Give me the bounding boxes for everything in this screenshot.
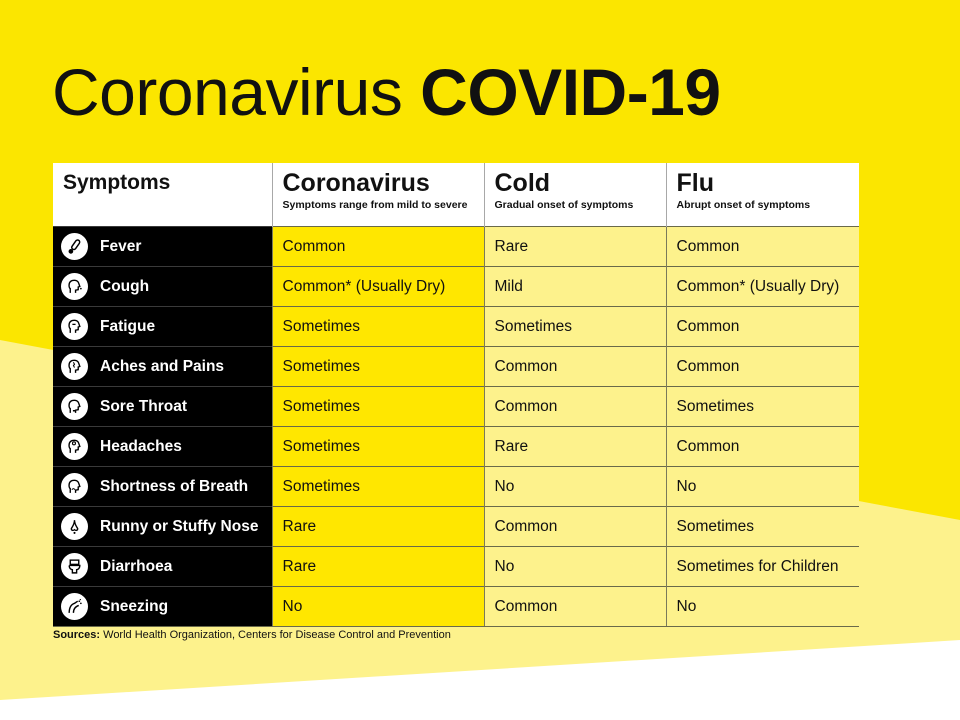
header-flu-subtitle: Abrupt onset of symptoms [676, 199, 811, 211]
table-row [53, 267, 859, 307]
table-row [53, 507, 859, 547]
cold-cell: Common [484, 387, 666, 427]
symptom-cell [53, 227, 272, 267]
symptom-label: Fever [100, 237, 142, 255]
symptom-label: Runny or Stuffy Nose [100, 517, 259, 535]
toilet-icon [61, 553, 88, 580]
symptom-cell [53, 467, 272, 507]
flu-cell: Common [666, 227, 859, 267]
table-row [53, 467, 859, 507]
coronavirus-cell: Common [272, 227, 484, 267]
table-row [53, 387, 859, 427]
symptom-cell [53, 547, 272, 587]
sources-note [53, 629, 451, 641]
aches-icon [61, 353, 88, 380]
symptom-label: Aches and Pains [100, 357, 225, 375]
table-row [53, 587, 859, 627]
page-title [52, 52, 721, 132]
table-row [53, 307, 859, 347]
symptom-cell [53, 587, 272, 627]
flu-cell: Common [666, 347, 859, 387]
coronavirus-cell: Sometimes [272, 467, 484, 507]
coronavirus-cell: Rare [272, 547, 484, 587]
symptom-cell [53, 507, 272, 547]
coronavirus-cell: Rare [272, 507, 484, 547]
cold-cell: Common [484, 587, 666, 627]
flu-cell: No [666, 587, 859, 627]
coronavirus-cell: Sometimes [272, 347, 484, 387]
sources-label: Sources: [53, 629, 101, 641]
header-cold-subtitle: Gradual onset of symptoms [494, 199, 634, 211]
flu-cell: Sometimes [666, 507, 859, 547]
header-symptoms-label: Symptoms [63, 171, 171, 194]
breath-icon [61, 473, 88, 500]
flu-cell: Sometimes for Children [666, 547, 859, 587]
thermometer-icon [61, 233, 88, 260]
header-symptoms [53, 163, 272, 227]
cold-cell: Mild [484, 267, 666, 307]
symptom-label: Diarrhoea [100, 557, 173, 575]
symptom-label: Sore Throat [100, 397, 187, 415]
flu-cell: Sometimes [666, 387, 859, 427]
cold-cell: Rare [484, 427, 666, 467]
headache-icon [61, 433, 88, 460]
header-cold [484, 163, 666, 227]
coronavirus-cell: No [272, 587, 484, 627]
symptom-cell [53, 387, 272, 427]
cold-cell: Common [484, 507, 666, 547]
flu-cell: Common [666, 427, 859, 467]
flu-cell: No [666, 467, 859, 507]
header-flu [666, 163, 859, 227]
header-flu-label: Flu [676, 169, 714, 197]
sources-text: World Health Organization, Centers for Disease Control and Prevention [100, 629, 451, 641]
cold-cell: No [484, 547, 666, 587]
symptom-label: Fatigue [100, 317, 156, 335]
cough-icon [61, 273, 88, 300]
symptom-label: Cough [100, 277, 150, 295]
flu-cell: Common* (Usually Dry) [666, 267, 859, 307]
sore-throat-icon [61, 393, 88, 420]
coronavirus-cell: Common* (Usually Dry) [272, 267, 484, 307]
header-coronavirus [272, 163, 484, 227]
cold-cell: No [484, 467, 666, 507]
title-light: Coronavirus [52, 55, 403, 129]
header-cold-label: Cold [494, 169, 551, 197]
table-header-row [53, 163, 859, 227]
coronavirus-cell: Sometimes [272, 387, 484, 427]
coronavirus-cell: Sometimes [272, 427, 484, 467]
cold-cell: Common [484, 347, 666, 387]
symptom-cell [53, 427, 272, 467]
table-row [53, 227, 859, 267]
flu-cell: Common [666, 307, 859, 347]
header-coronavirus-label: Coronavirus [282, 169, 430, 197]
cold-cell: Sometimes [484, 307, 666, 347]
table-row [53, 427, 859, 467]
title-bold: COVID-19 [420, 55, 721, 129]
symptom-label: Shortness of Breath [100, 477, 249, 495]
sneeze-icon [61, 593, 88, 620]
symptom-label: Sneezing [100, 597, 169, 615]
symptom-label: Headaches [100, 437, 182, 455]
table-row [53, 347, 859, 387]
nose-icon [61, 513, 88, 540]
header-coronavirus-subtitle: Symptoms range from mild to severe [282, 199, 468, 211]
fatigue-icon [61, 313, 88, 340]
table-row [53, 547, 859, 587]
coronavirus-cell: Sometimes [272, 307, 484, 347]
symptom-cell [53, 347, 272, 387]
symptoms-table [53, 163, 859, 627]
symptom-cell [53, 307, 272, 347]
cold-cell: Rare [484, 227, 666, 267]
symptom-cell [53, 267, 272, 307]
